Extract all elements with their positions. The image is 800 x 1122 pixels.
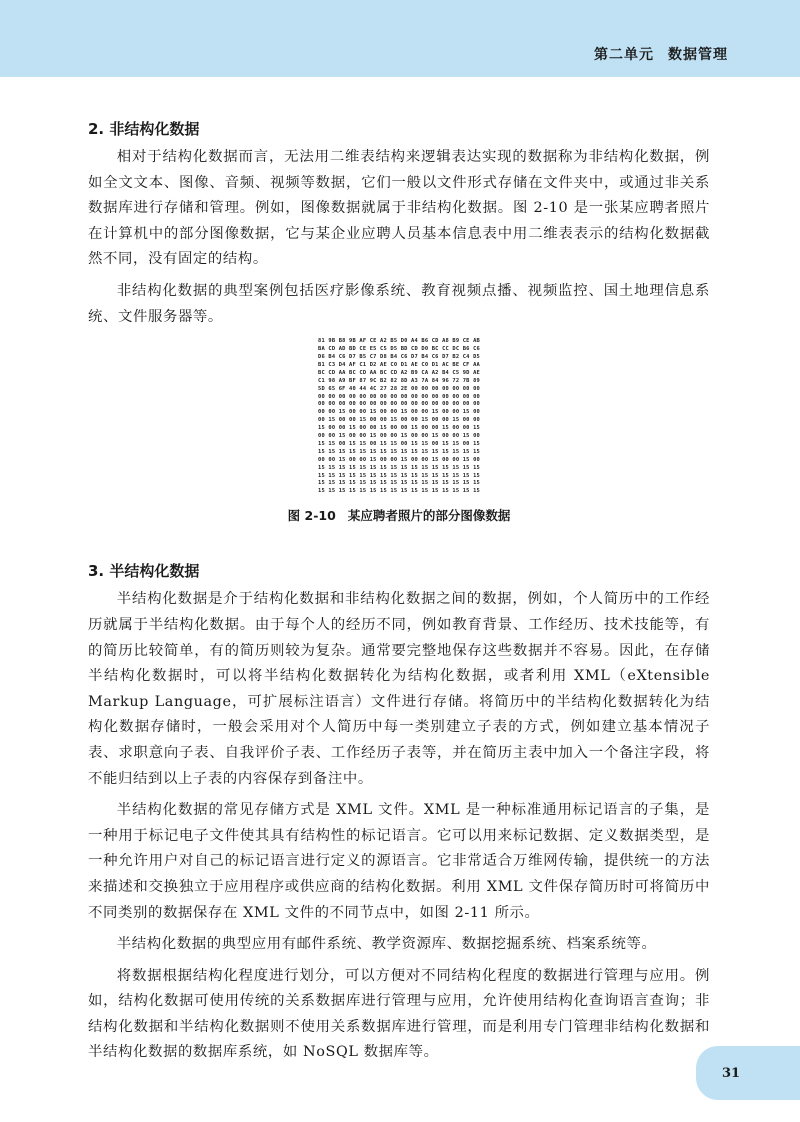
hex-row: 00 00 15 00 00 15 00 00 15 00 00 15 00 00 15 00: [318, 409, 480, 416]
unit-label: 第二单元: [594, 47, 654, 63]
hex-row: 00 00 15 00 00 15 00 00 15 00 00 15 00 00 15 00: [318, 456, 480, 463]
hex-row: 5D 65 6F 40 44 4C 27 28 2E 00 00 00 00 00 00 00: [318, 385, 480, 392]
hex-row: 15 15 00 15 15 00 15 15 00 15 15 00 15 15 00 15: [318, 440, 480, 447]
paragraph: 相对于结构化数据而言，无法用二维表结构来逻辑表达实现的数据称为非结构化数据，例如全文文本、图像、音频、视频等数据，它们一般以文件形式存储在文件夹中，或通过非关系数据库进行存储和管理。例如，图像数据就属于非结构化数据。图 2-10 是一张某应聘者照片在计算机中的部分图像数据，它与某企业应聘人员基本信息表中用二维表表示的结构化数据截然不同，没有固定的结构。: [88, 149, 710, 268]
hex-row: 15 00 00 15 00 00 15 00 00 15 00 00 15 00 00 15: [318, 425, 480, 432]
hex-row: 81 9B B8 9B AF CE A2 B5 D0 A4 B6 CD A8 B9 CE AB: [318, 338, 480, 345]
paragraph: 半结构化数据是介于结构化数据和非结构化数据之间的数据，例如，个人简历中的工作经历就属于半结构化数据。由于每个人的经历不同，例如教育背景、工作经历、技术技能等，有的简历比较简单，有的简历则较为复杂。通常要完整地保存这些数据并不容易。因此，在存储半结构化数据时，可以将半结构化数据转化为结构化数据，或者利用 XML（eXtensible Markup Language，可扩展标注语言）文件进行存储。将简历中的半结构化数据转化为结构化数据存储时，一般会采用对个人简历中每一类别建立子表的方式，例如建立基本情况子表、求职意向子表、自我评价子表、工作经历子表等，并在简历主表中加入一个备注字段，将不能归结到以上子表的内容保存到备注中。: [88, 591, 710, 787]
paragraph: 将数据根据结构化程度进行划分，可以方便对不同结构化程度的数据进行管理与应用。例如，结构化数据可使用传统的关系数据库进行管理与应用，允许使用结构化查询语言查询；非结构化数据和半结构化数据则不使用关系数据库进行管理，而是利用专门管理非结构化数据和半结构化数据的数据库系统，如 NoSQL 数据库等。: [88, 967, 710, 1061]
hex-row: 00 00 00 00 00 00 00 00 00 00 00 00 00 00 00 00: [318, 393, 480, 400]
paragraph: 半结构化数据的典型应用有邮件系统、教学资源库、数据挖掘系统、档案系统等。: [116, 936, 657, 953]
hex-row: 15 15 15 15 15 15 15 15 15 15 15 15 15 15 15 15: [318, 488, 480, 495]
section-heading-unstructured: 2. 非结构化数据: [88, 120, 200, 138]
page-content: [88, 118, 710, 1072]
hex-row: 15 15 15 15 15 15 15 15 15 15 15 15 15 15 15 15: [318, 464, 480, 471]
hex-row: 15 15 15 15 15 15 15 15 15 15 15 15 15 15 15 15: [318, 472, 480, 479]
figure-image-data: [88, 338, 710, 496]
hex-row: 15 15 15 15 15 15 15 15 15 15 15 15 15 15 15 15: [318, 480, 480, 487]
page-number-tab: [696, 1046, 800, 1100]
running-header: [594, 44, 728, 64]
paragraph: 非结构化数据的典型案例包括医疗影像系统、教育视频点播、视频监控、国土地理信息系统、文件服务器等。: [88, 282, 710, 325]
hex-row: 00 15 00 00 15 00 00 15 00 00 15 00 00 15 00 00: [318, 417, 480, 424]
page-number: 31: [722, 1066, 741, 1081]
figure-caption: [88, 506, 710, 524]
section-heading-semistructured: 3. 半结构化数据: [88, 562, 200, 581]
hex-row: 00 00 00 00 00 00 00 00 00 00 00 00 00 00 00 00: [318, 401, 480, 408]
hex-row: 15 15 15 15 15 15 15 15 15 15 15 15 15 15 15 15: [318, 448, 480, 455]
hex-row: B1 C3 D4 AF C1 D2 AE C0 D1 AE C0 D1 AC BE CF AA: [318, 361, 480, 368]
paragraph: 半结构化数据的常见存储方式是 XML 文件。XML 是一种标准通用标记语言的子集，是一种用于标记电子文件使其具有结构性的标记语言。它可以用来标记数据、定义数据类型，是一种允许用户对自己的标记语言进行定义的源语言。它非常适合万维网传输，提供统一的方法来描述和交换独立于应用程序或供应商的结构化数据。利用 XML 文件保存简历时可将简历中不同类别的数据保存在 XML 文件的不同节点中，如图 2-11 所示。: [88, 802, 710, 921]
hex-row: BA CD AD BD CE E5 C5 D5 BD CD D0 BC CC DC B6 C6: [318, 346, 480, 353]
hex-row: 00 00 15 00 00 15 00 00 15 00 00 15 00 00 15 00: [318, 433, 480, 440]
header-band: [0, 0, 800, 77]
hex-row: BC CD AA BC CD AA BC CD A2 B9 CA A2 B4 C5 9D AE: [318, 369, 480, 376]
chapter-title: 数据管理: [668, 47, 728, 63]
caption-text: 某应聘者照片的部分图像数据: [347, 508, 511, 524]
caption-number: 图 2-10: [287, 508, 336, 524]
hex-row: C1 98 A9 BF 87 9C B2 82 8D A3 7A 84 96 72 7B 89: [318, 377, 480, 384]
hex-row: D6 B4 C6 D7 B5 C7 D8 B4 C6 D7 B4 C6 D7 B2 C4 D5: [318, 353, 480, 360]
hex-data-block: [318, 338, 480, 496]
